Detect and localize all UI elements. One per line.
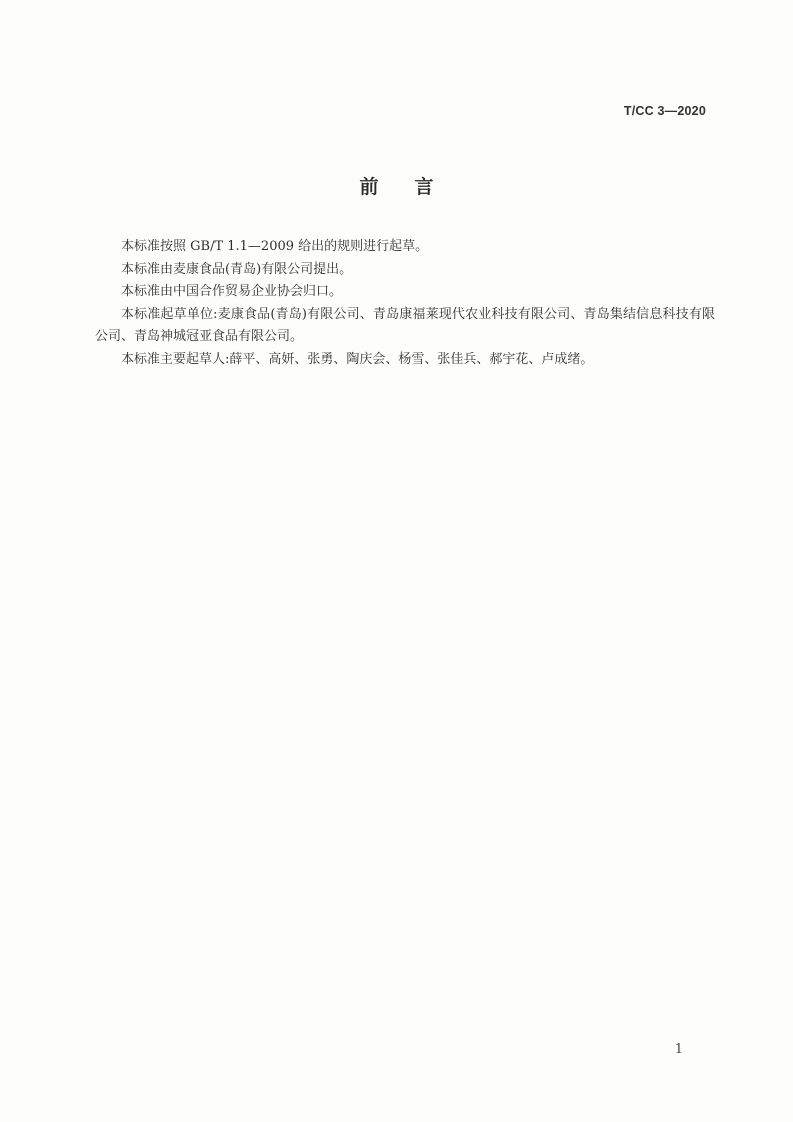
paragraph-drafters: 本标准主要起草人:薛平、高妍、张勇、陶庆会、杨雪、张佳兵、郝宇花、卢成绪。 bbox=[121, 351, 594, 367]
page-title: 前言 bbox=[359, 176, 470, 198]
paragraph-drafting-rules: 本标准按照 GB/T 1.1—2009 给出的规则进行起草。 bbox=[121, 239, 429, 254]
paragraph-proposer: 本标准由麦康食品(青岛)有限公司提出。 bbox=[121, 261, 353, 277]
paragraph-drafting-units: 本标准起草单位:麦康食品(青岛)有限公司、青岛康福莱现代农业科技有限公司、青岛集结信息科技有限公司、青岛神城冠亚食品有限公司。 bbox=[95, 306, 715, 344]
page-number: 1 bbox=[674, 1042, 683, 1057]
standard-code: T/CC 3—2020 bbox=[623, 104, 706, 118]
paragraph-centralized-unit: 本标准由中国合作贸易企业协会归口。 bbox=[121, 284, 343, 299]
foreword-body bbox=[95, 236, 715, 371]
